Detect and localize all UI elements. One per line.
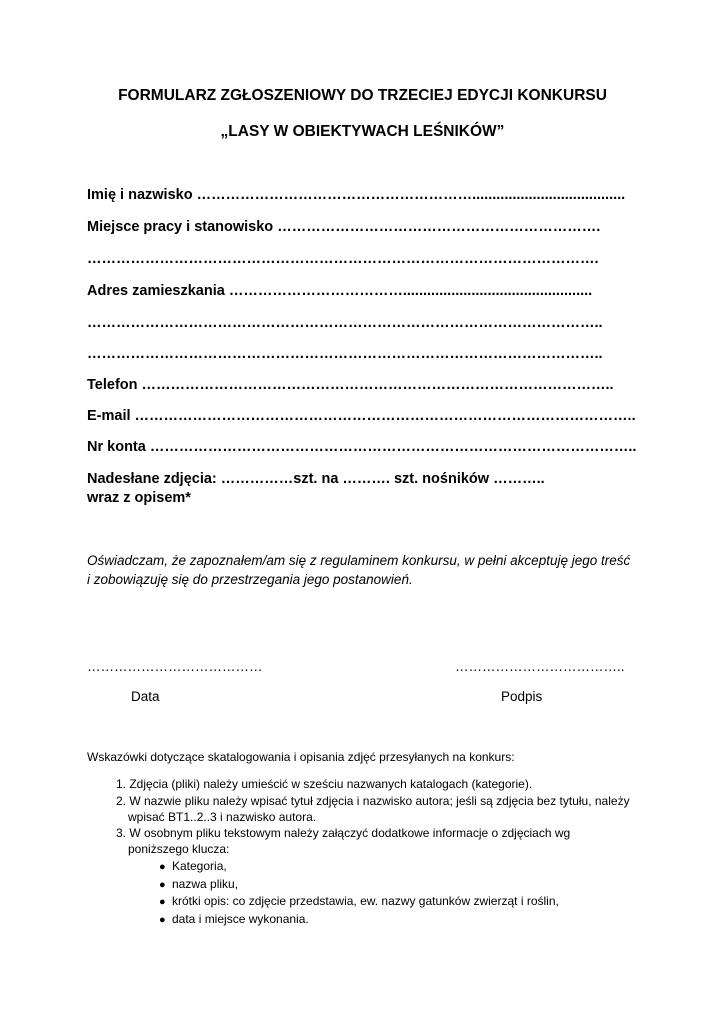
- instruction-item-3-line-2: poniższego klucza:: [128, 842, 230, 856]
- bullet-dot-icon: ●: [159, 896, 166, 908]
- instruction-item-3: 3. W osobnym pliku tekstowym należy załączyć dodatkowe informacje o zdjęciach wg: [116, 826, 571, 840]
- address-field[interactable]: Adres zamieszkania ………………………………...............................................: [87, 283, 593, 299]
- account-number-field[interactable]: Nr konta ………………………………………………………………………………………..: [87, 439, 637, 455]
- form-title-line-1: FORMULARZ ZGŁOSZENIOWY DO TRZECIEJ EDYCJI KONKURSU: [118, 87, 607, 104]
- bullet-dot-icon: ●: [159, 861, 166, 873]
- declaration-line-2: i zobowiązuję się do przestrzegania jego postanowień.: [87, 572, 413, 587]
- bullet-item: ● nazwa pliku,: [159, 877, 239, 891]
- bullet-dot-icon: ●: [159, 914, 166, 926]
- bullet-item: ● krótki opis: co zdjęcie przedstawia, ew. nazwy gatunków zwierząt i roślin,: [159, 894, 559, 908]
- bullet-dot-icon: ●: [159, 879, 166, 891]
- instruction-item-2-line-2: wpisać BT1..2..3 i nazwisko autora.: [128, 810, 317, 824]
- workplace-field-continuation[interactable]: …………………………………………………………………………………………….: [87, 251, 599, 267]
- date-label: Data: [131, 689, 160, 704]
- instruction-item-1: 1. Zdjęcia (pliki) należy umieścić w sześciu nazwanych katalogach (kategorie).: [116, 777, 533, 791]
- instructions-heading: Wskazówki dotyczące skatalogowania i opisania zdjęć przesyłanych na konkurs:: [87, 750, 515, 764]
- name-field[interactable]: Imię i nazwisko …………………………………………………......................................: [87, 187, 626, 203]
- address-field-continuation-2[interactable]: ……………………………………………………………………………………………..: [87, 346, 603, 362]
- bullet-item: ● data i miejsce wykonania.: [159, 912, 309, 926]
- instruction-item-2: 2. W nazwie pliku należy wpisać tytuł zdjęcia i nazwisko autora; jeśli są zdjęcia bez tytułu, należy: [116, 794, 630, 808]
- date-signature-dots[interactable]: …………………………………: [87, 659, 263, 674]
- bullet-item: ● Kategoria,: [159, 859, 227, 873]
- email-field[interactable]: E-mail …………………………………………………………………………………………..: [87, 408, 636, 424]
- signature-label: Podpis: [501, 689, 543, 704]
- submitted-photos-field[interactable]: Nadesłane zdjęcia: ……………szt. na ………. szt. nośników ………..: [87, 471, 545, 487]
- sign-signature-dots[interactable]: ………………………………..: [455, 659, 625, 674]
- phone-field[interactable]: Telefon ……………………………………………………………………………………..: [87, 377, 614, 393]
- submitted-photos-field-line-2: wraz z opisem*: [87, 490, 191, 506]
- declaration-line-1: Oświadczam, że zapoznałem/am się z regulaminem konkursu, w pełni akceptuję jego treść: [87, 553, 631, 568]
- workplace-field[interactable]: Miejsce pracy i stanowisko ………………………………………………………….: [87, 219, 601, 235]
- form-title-line-2: „LASY W OBIEKTYWACH LEŚNIKÓW”: [220, 123, 505, 140]
- address-field-continuation-1[interactable]: ……………………………………………………………………………………………..: [87, 315, 603, 331]
